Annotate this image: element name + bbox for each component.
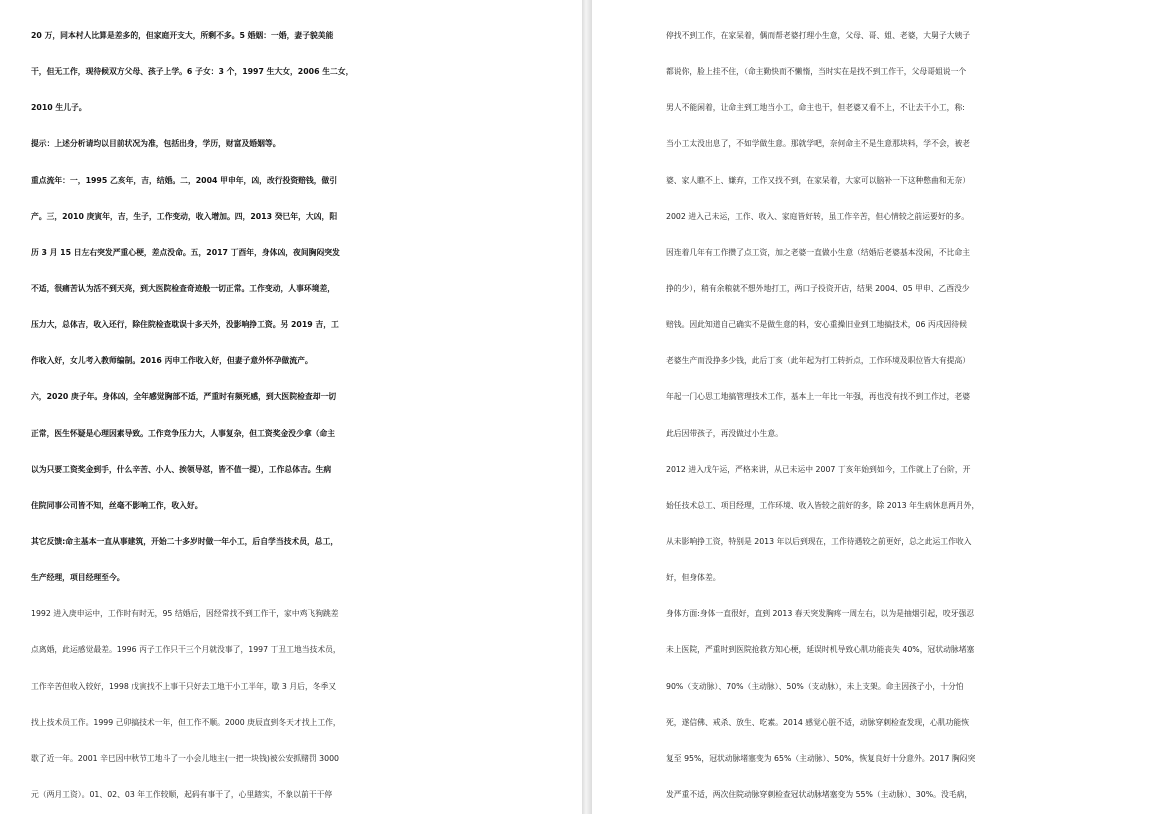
- text-line: 挣的少），稍有余粮就不想外地打工，两口子投资开店，结果 2004、05 甲申、乙酉没少: [666, 283, 970, 293]
- text-line: 工作辛苦但收入较好，1998 戊寅找不上事干只好去工地干小工半年，歇 3 月后，冬季又: [31, 681, 337, 691]
- text-line: 点离婚，此运感觉最差。1996 丙子工作只干三个月就没事了，1997 丁丑工地当技术员，: [31, 645, 341, 655]
- text-line: 六，2020 庚子年。身体凶，全年感觉胸部不适，严重时有频死感，到大医院检查却一切: [31, 392, 337, 402]
- text-line: 作收入好，女儿考入教师编制。2016 丙申工作收入好，但妻子意外怀孕做流产。: [31, 356, 313, 366]
- text-line: 历 3 月 15 日左右突发严重心梗，差点没命。五，2017 丁酉年，身体凶，夜间胸闷突发: [31, 247, 340, 257]
- text-line: 歇了近一年。2001 辛巳因中秋节工地斗了一小会儿地主(一把一块钱)被公安抓赌罚 3000: [31, 753, 340, 763]
- text-line: 重点流年：一，1995 乙亥年，吉，结婚。二，2004 甲申年，凶，改行投资赔钱，做引: [31, 175, 338, 185]
- text-line: 始任技术总工、项目经理，工作环境、收入皆较之前好的多，除 2013 年生病休息两月外，: [666, 500, 980, 510]
- text-line: 干，但无工作，现待候双方父母、孩子上学。6 子女：3 个，1997 生大女，2006 生二女，: [31, 67, 354, 77]
- text-line: 1992 进入庚申运中，工作时有时无，95 结婚后，因经常找不到工作干，家中鸡飞狗跳差: [31, 609, 339, 619]
- text-line: 男人不能闲着，让命主到工地当小工，命主也干，但老婆又看不上，不让去干小工，称:: [666, 103, 965, 113]
- text-line: 复至 95%，冠状动脉堵塞变为 65%（主动脉）、50%，恢复良好十分意外。2017 胸闷突: [666, 753, 976, 763]
- text-line: 正常，医生怀疑是心理因素导致。工作竞争压力大，人事复杂，但工资奖金没少拿（命主: [31, 428, 336, 438]
- text-line: 不适，很痛苦认为活不到天亮，到大医院检查奇迹般一切正常。工作变动，人事环境差，: [31, 283, 336, 293]
- text-line: 都说你，脸上挂不住，（命主勤快而不懒惰，当时实在是找不到工作干，父母哥姐说一个: [666, 67, 967, 77]
- text-line: 其它反馈:命主基本一直从事建筑，开始二十多岁时做一年小工，后自学当技术员，总工，: [31, 536, 339, 546]
- text-line: 赔钱。因此知道自己确实不是做生意的料，安心重操旧业到工地搞技术，06 丙戌因待候: [666, 320, 967, 330]
- text-line: 以为只要工资奖金到手，什么辛苦、小人、挨领导怼，皆不值一提），工作总体吉。生病: [31, 464, 332, 474]
- text-line: 当小工太没出息了，不如学做生意。那就学吧，奈何命主不是生意那块料，学不会，被老: [666, 139, 971, 149]
- text-line: 2012 进入戊午运，严格来讲，从已未运中 2007 丁亥年始到如今，工作就上了台阶，开: [666, 464, 971, 474]
- text-line: 老婆生产而没挣多少钱，此后丁亥（此年起为打工转折点，工作环境及职位皆大有提高）: [666, 356, 971, 366]
- text-line: 生产经理，项目经理至今。: [31, 573, 125, 583]
- text-line: 90%（支动脉）、70%（主动脉）、50%（支动脉），未上支架。命主因孩子小，十分怕: [666, 681, 964, 691]
- text-line: 住院同事公司皆不知，丝毫不影响工作，收入好。: [31, 500, 203, 510]
- left-page: [0, 0, 582, 814]
- text-line: 未上医院，严重时到医院抢救方知心梗，延误时机导致心肌功能丧失 40%，冠状动脉堵塞: [666, 645, 975, 655]
- text-line: 找上技术员工作。1999 己卯搞技术一年，但工作不顺。2000 庚辰直到冬天才找上工作，: [31, 717, 341, 727]
- text-line: 好，但身体差。: [666, 573, 721, 583]
- text-line: 死，遂信佛、戒杀、放生、吃素。2014 感觉心脏不适，动脉穿刺检查发现，心肌功能恢: [666, 717, 970, 727]
- text-line: 停找不到工作，在家呆着，偶而帮老婆打理小生意，父母、哥、姐、老婆，大舅子大姨子: [666, 31, 971, 40]
- text-line: 身体方面:身体一直很好，直到 2013 春天突发胸疼一周左右，以为是抽烟引起，咬牙强忍: [666, 609, 975, 619]
- text-line: 产。三，2010 庚寅年，吉，生子，工作变动，收入增加。四，2013 癸巳年，大凶，阳: [31, 211, 338, 221]
- text-line: 2002 进入己未运，工作、收入、家庭皆好转，虽工作辛苦，但心情较之前运要好的多。: [666, 211, 970, 221]
- text-line: 压力大，总体吉，收入还行，除住院检查耽误十多天外，没影响挣工资。另 2019 吉，工: [31, 320, 339, 330]
- text-line: 20 万，同本村人比算是差多的，但家庭开支大，所剩不多。5 婚姻：一婚，妻子貌美能: [31, 31, 334, 40]
- text-line: 此后因带孩子，再没做过小生意。: [666, 428, 783, 438]
- text-line: 发严重不适，两次住院动脉穿刺检查冠状动脉堵塞变为 55%（主动脉）、30%。没毛病，: [666, 789, 973, 799]
- text-line: 提示：上述分析请均以目前状况为准，包括出身，学历，财富及婚姻等。: [31, 139, 281, 149]
- text-line: 元（两月工资）。01、02、03 年工作较顺，起码有事干了，心里踏实，不象以前干干停: [31, 789, 333, 799]
- page-gutter: [582, 0, 592, 814]
- text-line: 因连着几年有工作攒了点工资，加之老婆一直做小生意（结婚后老婆基本没闲，不比命主: [666, 247, 971, 257]
- text-line: 2010 生儿子。: [31, 103, 87, 113]
- text-line: 年起一门心思工地搞管理技术工作，基本上一年比一年强，再也没有找不到工作过，老婆: [666, 392, 971, 402]
- right-page: [592, 0, 1175, 814]
- text-line: 婆、家人瞧不上、嫌弃，工作又找不到，在家呆着，大家可以脑补一下这种憋曲和无奈）: [666, 175, 971, 185]
- text-line: 从未影响挣工资，特别是 2013 年以后到现在，工作待遇较之前更好，总之此运工作收入: [666, 536, 972, 546]
